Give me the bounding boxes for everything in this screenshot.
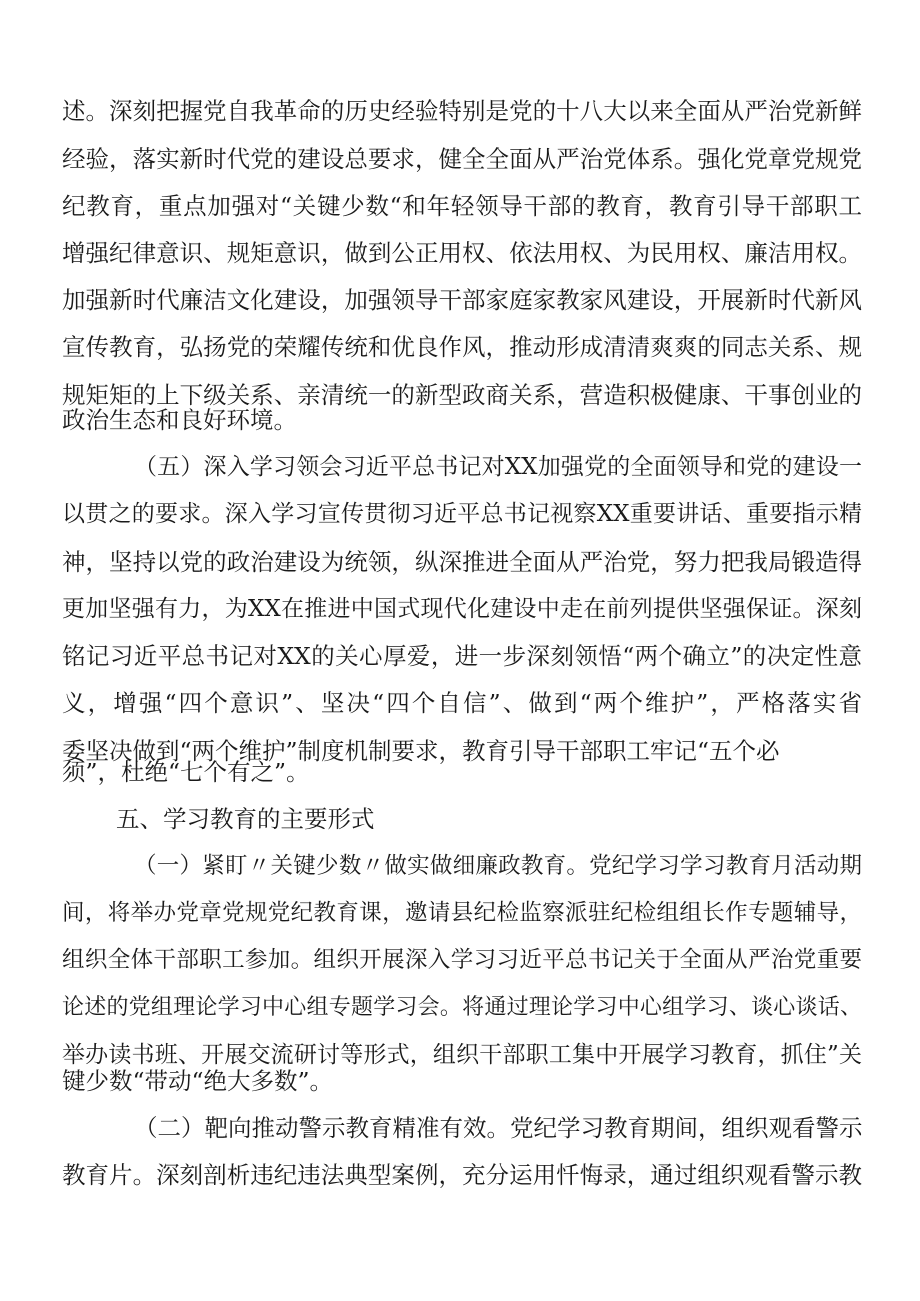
text-line: 铭记习近平总书记对XX的关心厚爱，进一步深刻领悟“两个确立”的决定性意 (62, 642, 862, 670)
text-line: 神，坚持以党的政治建设为统领，纵深推进全面从严治党，努力把我局锻造得 (62, 548, 862, 576)
paragraph-start-line: （五）深入学习领会习近平总书记对XX加强党的全面领导和党的建设一 (134, 454, 862, 480)
text-line: 委坚决做到“两个维护”制度机制要求，教育引导干部职工牢记“五个必 (62, 737, 780, 765)
text-line: 间，将举办党章党规党纪教育课，邀请县纪检监察派驻纪检组组长作专题辅导， (62, 900, 862, 926)
section-heading: 五、学习教育的主要形式 (116, 805, 375, 833)
text-line: 增强纪律意识、规矩意识，做到公正用权、依法用权、为民用权、廉洁用权。 (62, 239, 862, 267)
text-line: 宣传教育，弘扬党的荣耀传统和优良作风，推动形成清清爽爽的同志关系、规 (62, 333, 862, 361)
text-line: 键少数“带动“绝大多数”。 (62, 1067, 334, 1095)
text-line: 教育片。深刻剖析违纪违法典型案例，充分运用忏悔录，通过组织观看警示教 (62, 1161, 862, 1189)
text-line: 述。深刻把握党自我革命的历史经验特别是党的十八大以来全面从严治党新鲜 (62, 97, 862, 125)
paragraph-start-line: （一）紧盯〃关键少数〃做实做细廉政教育。党纪学习学习教育月活动期 (134, 853, 862, 879)
text-line: 论述的党组理论学习中心组专题学习会。将通过理论学习中心组学习、谈心谈话、 (62, 995, 862, 1020)
text-line: 以贯之的要求。深入学习宣传贯彻习近平总书记视察XX重要讲话、重要指示精 (62, 501, 862, 527)
text-line: 更加坚强有力，为XX在推进中国式现代化建设中走在前列提供坚强保证。深刻 (62, 596, 862, 622)
text-line: 义，增强“四个意识”、坚决“四个自信”、做到“两个维护”，严格落实省 (62, 689, 862, 717)
text-line: 政治生态和良好环境。 (62, 406, 297, 434)
text-line: 举办读书班、开展交流研讨等形式，组织干部职工集中开展学习教育，抓住”关 (62, 1042, 862, 1068)
text-line: 加强新时代廉洁文化建设，加强领导干部家庭家教家风建设，开展新时代新风 (62, 286, 862, 314)
text-line: 须”，杜绝“七个有之”。 (62, 758, 310, 786)
text-line: 规矩矩的上下级关系、亲清统一的新型政商关系，营造积极健康、干事创业的 (62, 381, 862, 409)
text-line: 纪教育，重点加强对“关键少数“和年轻领导干部的教育，教育引导干部职工 (62, 192, 862, 220)
paragraph-start-line: （二）靶向推动警示教育精准有效。党纪学习教育期间，组织观看警示 (134, 1114, 862, 1142)
text-line: 组织全体干部职工参加。组织开展深入学习习近平总书记关于全面从严治党重要 (62, 947, 862, 973)
text-line: 经验，落实新时代党的建设总要求，健全全面从严治党体系。强化党章党规党 (62, 145, 862, 173)
